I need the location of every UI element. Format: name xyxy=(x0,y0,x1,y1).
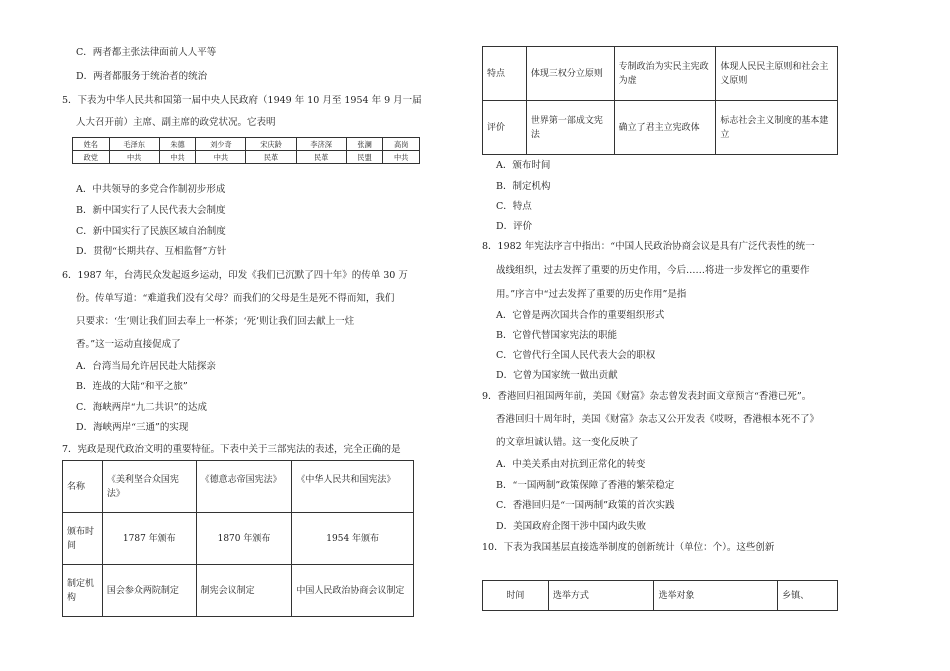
q7-body-germany: 制宪会议制定 xyxy=(196,565,292,617)
q5-cell: 中共 xyxy=(196,151,246,164)
q6-option-a: A．台湾当局允许居民赴大陆探亲 xyxy=(76,361,216,372)
q7-row-feature xyxy=(483,47,838,101)
q10-header-method: 选举方式 xyxy=(548,581,654,611)
q5-cell: 中共 xyxy=(159,151,196,164)
q5-table-row-parties xyxy=(73,151,420,164)
q5-cell: 中共 xyxy=(383,151,420,164)
q5-cell: 政党 xyxy=(73,151,110,164)
q5-option-a: A．中共领导的多党合作制初步形成 xyxy=(76,184,226,195)
q5-table-row-names xyxy=(73,138,420,151)
q7-header-china: 《中华人民共和国宪法》 xyxy=(292,461,414,513)
q7-date-china: 1954 年颁布 xyxy=(292,513,414,565)
q8-option-a: A．它曾是两次国共合作的重要组织形式 xyxy=(496,310,665,321)
q9-stem-line2: 香港回归十周年时，美国《财富》杂志又公开发表《哎呀，香港根本死不了》 xyxy=(496,414,820,425)
q7-label-body: 制定机构 xyxy=(63,565,103,617)
q8-stem-line3: 用。”序言中“过去发挥了重要的历史作用”是指 xyxy=(496,289,687,300)
q10-table xyxy=(482,580,838,611)
q8-option-d: D．它曾为国家统一做出贡献 xyxy=(496,370,618,381)
q5-cell: 姓名 xyxy=(73,138,110,151)
q5-cell: 民盟 xyxy=(346,151,383,164)
q5-option-d: D．贯彻“长期共存、互相监督”方针 xyxy=(76,246,227,257)
q5-table xyxy=(72,137,420,164)
q7-feature-china: 体现人民民主原则和社会主义原则 xyxy=(716,47,838,101)
q6-option-c: C．海峡两岸“九二共识”的达成 xyxy=(76,402,207,413)
q7-feature-us: 体现三权分立原则 xyxy=(526,47,614,101)
q5-cell: 中共 xyxy=(109,151,159,164)
q7-row-body xyxy=(63,565,414,617)
q7-date-germany: 1870 年颁布 xyxy=(196,513,292,565)
q7-option-a: A．颁布时间 xyxy=(496,160,551,171)
q7-row-name xyxy=(63,461,414,513)
q10-header-row xyxy=(483,581,838,611)
q7-header-us: 《美利坚合众国宪法》 xyxy=(102,461,196,513)
q9-option-b: B．“一国两制”政策保障了香港的繁荣稳定 xyxy=(496,480,675,491)
q5-cell: 刘少奇 xyxy=(196,138,246,151)
q9-option-a: A．中美关系由对抗到正常化的转变 xyxy=(496,459,646,470)
q8-option-b: B．它曾代替国家宪法的职能 xyxy=(496,330,617,341)
q5-stem-line2: 人大召开前）主席、副主席的政党状况。它表明 xyxy=(76,117,276,128)
q8-option-c: C．它曾代行全国人民代表大会的职权 xyxy=(496,350,656,361)
q7-stem: 7．宪政是现代政治文明的重要特征。下表中关于三部宪法的表述，完全正确的是 xyxy=(62,444,401,455)
q6-stem-line2: 份。传单写道：“难道我们没有父母？而我们的父母是生是死不得而知，我们 xyxy=(76,293,395,304)
q7-table-top xyxy=(62,460,414,617)
q6-stem-line3: 只要求：‘生’则让我们回去奉上一杯茶；‘死’则让我们回去献上一炷 xyxy=(76,316,355,327)
q10-stem: 10．下表为我国基层直接选举制度的创新统计（单位：个）。这些创新 xyxy=(482,542,775,553)
q7-feature-germany: 专制政治为实民主宪政为虚 xyxy=(614,47,716,101)
q10-header-town: 乡镇、 xyxy=(778,581,838,611)
q6-stem-line4: 香。”这一运动直接促成了 xyxy=(76,339,181,350)
q7-option-b: B．制定机构 xyxy=(496,181,551,192)
q5-cell: 民革 xyxy=(246,151,296,164)
q10-header-time: 时间 xyxy=(483,581,549,611)
q4-option-c: C．两者都主张法律面前人人平等 xyxy=(76,47,217,58)
q7-row-evaluation xyxy=(483,101,838,155)
q5-cell: 宋庆龄 xyxy=(246,138,296,151)
q9-stem-line3: 的文章坦诚认错。这一变化反映了 xyxy=(496,437,639,448)
q7-row-date xyxy=(63,513,414,565)
q5-cell: 张澜 xyxy=(346,138,383,151)
q7-option-d: D．评价 xyxy=(496,221,533,232)
q7-evaluation-china: 标志社会主义制度的基本建立 xyxy=(716,101,838,155)
q7-label-name: 名称 xyxy=(63,461,103,513)
q7-body-us: 国会参众两院制定 xyxy=(102,565,196,617)
q7-label-feature: 特点 xyxy=(483,47,527,101)
q9-stem-line1: 9．香港回归祖国两年前，美国《财富》杂志曾发表封面文章预言“香港已死”。 xyxy=(482,391,812,402)
q7-table-bottom xyxy=(482,46,838,155)
q5-cell: 毛泽东 xyxy=(109,138,159,151)
q6-option-b: B．连战的大陆“和平之旅” xyxy=(76,381,188,392)
q5-cell: 高岗 xyxy=(383,138,420,151)
q7-option-c: C．特点 xyxy=(496,201,532,212)
q7-label-date: 颁布时间 xyxy=(63,513,103,565)
q10-header-target: 选举对象 xyxy=(654,581,778,611)
q4-option-d: D．两者都服务于统治者的统治 xyxy=(76,71,208,82)
q8-stem-line1: 8．1982 年宪法序言中指出：“中国人民政治协商会议是具有广泛代表性的统一 xyxy=(482,241,815,252)
q5-option-c: C．新中国实行了民族区域自治制度 xyxy=(76,226,226,237)
q5-option-b: B．新中国实行了人民代表大会制度 xyxy=(76,205,226,216)
q5-stem-line1: 5．下表为中华人民共和国第一届中央人民政府（1949 年 10 月至 1954 年 9 月一届 xyxy=(62,95,422,106)
q7-evaluation-germany: 确立了君主立宪政体 xyxy=(614,101,716,155)
q8-stem-line2: 战线组织，过去发挥了重要的历史作用，今后……将进一步发挥它的重要作 xyxy=(496,265,810,276)
q7-body-china: 中国人民政治协商会议制定 xyxy=(292,565,414,617)
q5-cell: 民革 xyxy=(296,151,346,164)
q7-label-evaluation: 评价 xyxy=(483,101,527,155)
q9-option-d: D．美国政府企图干涉中国内政失败 xyxy=(496,521,647,532)
q6-stem-line1: 6．1987 年，台湾民众发起返乡运动，印发《我们已沉默了四十年》的传单 30 万 xyxy=(62,270,408,281)
q9-option-c: C．香港回归是“一国两制”政策的首次实践 xyxy=(496,500,675,511)
q7-date-us: 1787 年颁布 xyxy=(102,513,196,565)
q7-header-germany: 《德意志帝国宪法》 xyxy=(196,461,292,513)
q5-cell: 李济深 xyxy=(296,138,346,151)
q5-cell: 朱德 xyxy=(159,138,196,151)
q6-option-d: D．海峡两岸“三通”的实现 xyxy=(76,422,189,433)
q7-evaluation-us: 世界第一部成文宪法 xyxy=(526,101,614,155)
